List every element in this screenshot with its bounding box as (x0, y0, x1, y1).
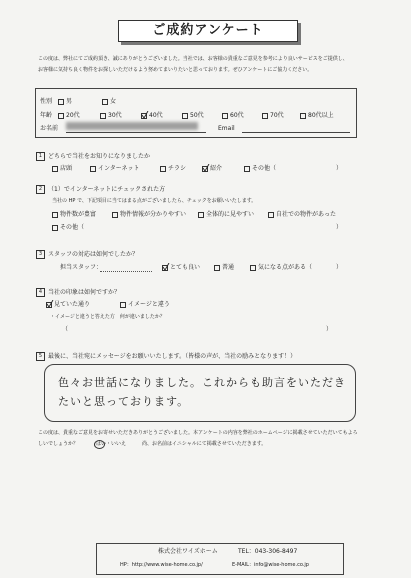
checkbox-icon[interactable] (102, 99, 108, 105)
closing-line-1: この度は、貴重なご意見をお寄せいただきありがとうございました。本アンケートの内容を弊社のホームページに掲載させていただいてもよろ (38, 430, 358, 436)
age-option-20[interactable]: 20代 (58, 112, 80, 119)
gender-male-option[interactable]: 男 (58, 98, 72, 105)
page-title: ご成約アンケート (118, 20, 298, 42)
q2-option-readable[interactable]: 全体的に見やすい (198, 211, 254, 218)
email-label: Email (218, 125, 235, 132)
q2-option-other[interactable]: その他（ (52, 224, 84, 231)
age-option-80[interactable]: 80代以上 (300, 112, 334, 119)
q1-option-flyer[interactable]: チラシ (160, 165, 186, 172)
name-field[interactable] (66, 132, 206, 133)
q3-option-concern[interactable]: 気になる点がある（ (250, 264, 312, 271)
checkbox-icon[interactable] (58, 99, 64, 105)
consent-yes[interactable]: はい (96, 441, 107, 447)
check-mark-icon[interactable] (141, 113, 147, 119)
name-label: お名前 (40, 125, 59, 132)
age-option-50[interactable]: 50代 (182, 112, 204, 119)
checkmark-icon (202, 164, 210, 172)
checkmark-icon (46, 300, 54, 308)
q2-option-own[interactable]: 自社での物件があった (268, 211, 336, 218)
company-tel: TEL：043-306-8497 (238, 548, 298, 555)
selected-circle-icon (94, 440, 105, 449)
q3-option-normal[interactable]: 普通 (214, 264, 234, 271)
age-option-40[interactable]: 40代 (141, 112, 163, 119)
handwritten-message-line-2: たいと思っております。 (58, 395, 190, 408)
q2-subtext: 当社の HP で、下記項目に当てはまる点がございましたら、チェックをお願いいたします。 (52, 198, 257, 204)
q2-paren-close: ） (336, 224, 343, 231)
age-option-60[interactable]: 60代 (222, 112, 244, 119)
q2-option-many[interactable]: 物件数が豊富 (52, 211, 96, 218)
q1-option-other[interactable]: その他（ (244, 165, 276, 172)
consent-no[interactable]: いいえ (111, 441, 127, 447)
company-name: 株式会社ワイズホーム (158, 548, 218, 555)
checkmark-icon (141, 111, 149, 119)
q3-staff-field[interactable] (100, 271, 152, 272)
company-hp[interactable]: HP：http://www.wise-home.co.jp/ (120, 562, 203, 568)
q2-heading: 2 （1）でインターネットにチェックされた方 (36, 185, 165, 194)
q3-heading: 3 スタッフの対応は如何でしたか？ (36, 250, 138, 259)
q4-paren-close: ） (326, 326, 333, 333)
closing-line-2: しいでしょうか？ (38, 441, 79, 447)
q3-option-verygood[interactable]: とても良い (162, 264, 200, 271)
q1-option-internet[interactable]: インターネット (90, 165, 139, 172)
company-footer (96, 543, 344, 575)
handwritten-message-line-1: 色々お世話になりました。これからも助言をいただき (58, 376, 346, 389)
q1-heading: 1 どちらで当社をお知りになりましたか (36, 152, 150, 161)
age-option-70[interactable]: 70代 (262, 112, 284, 119)
age-option-30[interactable]: 30代 (100, 112, 122, 119)
age-label: 年齢 (40, 112, 53, 119)
q4-paren-open: （ (62, 326, 69, 333)
q1-option-store[interactable]: 店頭 (52, 165, 72, 172)
name-redaction (66, 122, 198, 130)
q4-option-different[interactable]: イメージと違う (120, 301, 170, 308)
gender-label: 性別 (40, 98, 53, 105)
email-field[interactable] (242, 132, 350, 133)
intro-line-1: この度は、弊社にてご成約頂き、誠にありがとうございました。当社では、お客様の貴重なご意見を参考により良いサービスをご提供し、 (38, 56, 348, 62)
intro-line-2: お客様に気持ち良く物件をお探しいただけるよう努めてまいりたいと思っております。ぜひアンケートにご協力ください。 (38, 67, 313, 73)
q4-option-expected[interactable]: 見ていた通り (46, 301, 90, 308)
company-email[interactable]: E-MAIL：info@wise-home.co.jp (232, 562, 309, 568)
consent-options[interactable]: はい・いいえ (96, 441, 127, 447)
consent-note: 尚、お名前はイニシャルにて掲載させていただきます。 (142, 441, 267, 447)
q1-option-referral[interactable]: 紹介 (202, 165, 222, 172)
q3-staff-label: 担当スタッフ： (60, 264, 103, 271)
q4-heading: 4 当社の印象は如何ですか？ (36, 288, 120, 297)
q3-paren-close: ） (336, 264, 343, 271)
q4-subtext: ・イメージと違うと答えた方 何が違いましたか？ (50, 314, 165, 320)
q2-option-clear[interactable]: 物件情報が分かりやすい (112, 211, 186, 218)
gender-female-option[interactable]: 女 (102, 98, 116, 105)
q5-heading: 5 最後に、当社宛にメッセージをお願いいたします。（皆様の声が、当社の励みとなります！） (36, 352, 296, 361)
q1-paren-close: ） (336, 165, 343, 172)
checkmark-icon (162, 263, 170, 271)
